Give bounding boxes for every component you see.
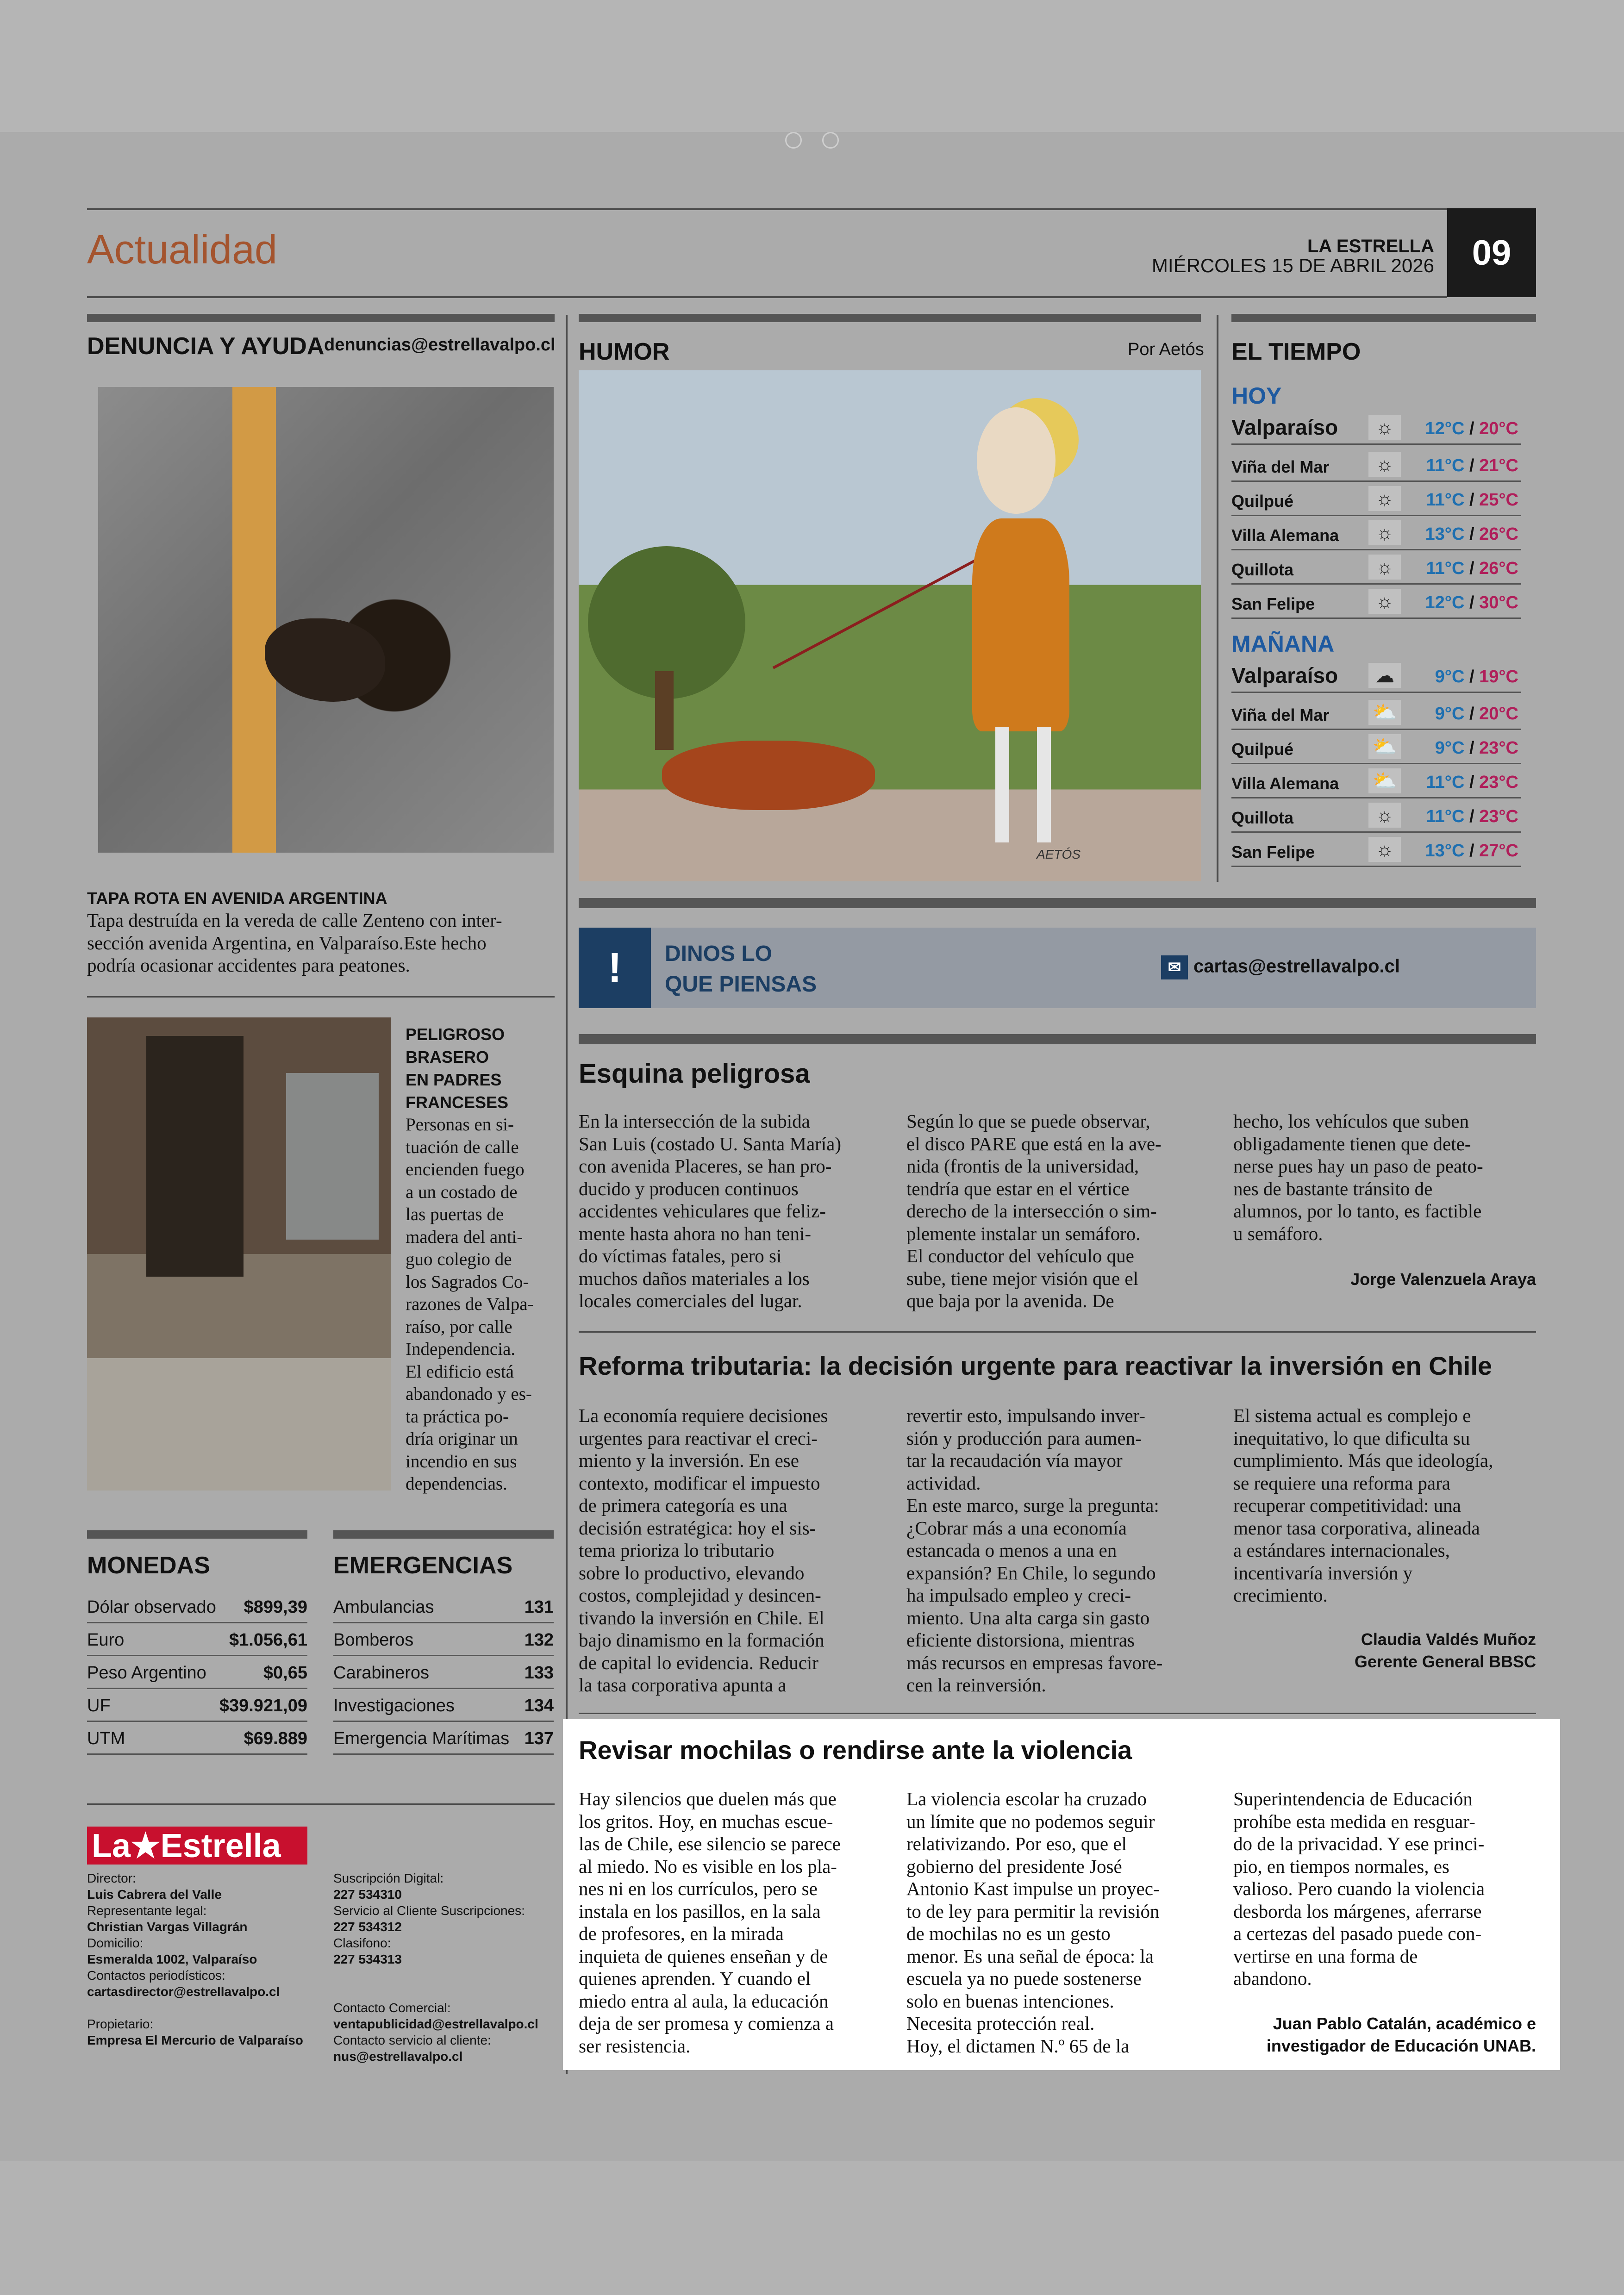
emergencias-top-bar [333, 1530, 554, 1539]
letter3-col2: La violencia escolar ha cruzado un límite que no podemos seguir relativizando. Por eso, que el gobierno del presidente José Antonio Kast impulse un proyec- to de ley para permitir la revisión de mochilas no es un gesto menor. Es una señal de época: la escuela ya no puede sostenerse solo en buenas intenciones. Necesita protección real. Hoy, el dictamen N.º 65 de la [906, 1788, 1160, 2057]
imprint-left: Director: Luis Cabrera del Valle Representante legal: Christian Vargas Villagrán Domicilio: Esmeralda 1002, Valparaíso Contactos periodísticos: cartasdirector@estrellavalpo.cl Propietario: Empresa El Mercurio de Valparaíso [87, 1871, 303, 2047]
monedas-value: $39.921,09 [219, 1696, 307, 1715]
city-name: Valparaíso [1231, 663, 1338, 687]
city-name: Viña del Mar [1231, 705, 1330, 724]
header-bottom-rule [87, 296, 1447, 298]
temperature-range: 11°C / 21°C [1426, 456, 1518, 475]
monedas-row [87, 1688, 307, 1722]
city-name: Valparaíso [1231, 415, 1338, 439]
temperature-range: 9°C / 19°C [1435, 667, 1518, 686]
page-number: 09 [1447, 208, 1536, 297]
sun-icon: ☼ [1368, 555, 1401, 580]
tomorrow-row [1231, 797, 1521, 833]
tomorrow-row [1231, 694, 1521, 730]
today-row [1231, 583, 1521, 619]
emergencias-label: Bomberos [333, 1630, 414, 1650]
tomorrow-row [1231, 831, 1521, 867]
masthead-name: LA ESTRELLA [1307, 236, 1434, 256]
opinion-title-2: QUE PIENSAS [665, 972, 817, 997]
partly-cloudy-icon: ⛅ [1368, 734, 1401, 759]
item1-body: Tapa destruída en la vereda de calle Zenteno con inter- sección avenida Argentina, en Valparaíso.Este hecho podría ocasionar accidentes para peatones. [87, 910, 502, 976]
monedas-value: $69.889 [244, 1729, 307, 1748]
weather-today-label: HOY [1231, 383, 1282, 409]
emergencias-value: 134 [524, 1696, 554, 1715]
prev-page-dot[interactable] [785, 132, 802, 149]
sun-icon: ☼ [1368, 520, 1401, 545]
viewer-bottom-band [0, 2161, 1624, 2295]
letter3-col1: Hay silencios que duelen más que los gritos. Hoy, en muchas escue- las de Chile, ese silencio se parece al miedo. No es visible en los pla- nes ni en los currículos, pero se instala en los pasillos, en la sala de profesores, en la mirada inquieta de quienes enseñan y de quienes aprenden. Y cuando el miedo entra al aula, la educación deja de ser promesa y comienza a ser resistencia. [579, 1788, 841, 2057]
sun-icon: ☼ [1368, 589, 1401, 614]
cartoon-signature: AETÓS [1037, 847, 1081, 861]
city-name: Quilpué [1231, 492, 1293, 511]
humor-author: Por Aetós [1128, 340, 1204, 359]
tomorrow-row [1231, 763, 1521, 798]
temperature-range: 11°C / 25°C [1426, 490, 1518, 510]
tomorrow-row [1231, 657, 1521, 693]
temperature-range: 9°C / 20°C [1435, 704, 1518, 723]
sun-icon: ☼ [1368, 803, 1401, 828]
city-name: Villa Alemana [1231, 774, 1339, 793]
monedas-value: $1.056,61 [229, 1630, 307, 1650]
monedas-row [87, 1655, 307, 1689]
sun-icon: ☼ [1368, 486, 1401, 511]
monedas-label: Peso Argentino [87, 1663, 206, 1683]
temperature-range: 9°C / 23°C [1435, 738, 1518, 758]
city-name: San Felipe [1231, 842, 1315, 861]
temperature-range: 13°C / 27°C [1425, 841, 1518, 861]
imprint-right: Suscripción Digital: 227 534310 Servicio al Cliente Suscripciones: 227 534312 Clasifono: 227 534313 Contacto Comercial: ventapublicidad@estrellavalpo.cl Contacto servicio al cliente: nus@estrellavalpo.cl [333, 1871, 538, 2064]
emergencias-value: 131 [524, 1597, 554, 1617]
letter3-col3: Superintendencia de Educación prohíbe esta medida en resguar- do de la privacidad. Y ese princi- pio, en tiempos normales, es valioso. Pero cuando la violencia desborda los márgenes, aferrarse a certezas del pasado puede con- vertirse en una forma de abandono. [1233, 1788, 1485, 1989]
emergencias-label: Carabineros [333, 1663, 429, 1683]
denuncia-top-bar [87, 314, 555, 322]
mail-icon: ✉ [1161, 955, 1188, 979]
city-name: San Felipe [1231, 594, 1315, 613]
header-top-rule [87, 208, 1447, 210]
letter1-author: Jorge Valenzuela Araya [1350, 1270, 1536, 1289]
letter1-col1: En la intersección de la subida San Luis (costado U. Santa María) con avenida Placeres, se han pro- ducido y producen continuos accidentes vehiculares que feliz- mente hasta ahora no han teni- do víctimas fatales, pero si muchos daños materiales a los locales comerciales del lugar. [579, 1110, 842, 1311]
city-name: Quillota [1231, 808, 1293, 827]
city-name: Viña del Mar [1231, 457, 1330, 476]
emergencias-row [333, 1590, 554, 1623]
city-name: Quilpué [1231, 740, 1293, 759]
emergencias-row [333, 1721, 554, 1755]
sun-icon: ☼ [1368, 837, 1401, 862]
la-estrella-logo: La★Estrella [87, 1827, 307, 1865]
letter2-title: Reforma tributaria: la decisión urgente para reactivar la inversión en Chile [579, 1351, 1493, 1380]
monedas-row [87, 1622, 307, 1656]
monedas-value: $0,65 [263, 1663, 307, 1683]
tomorrow-row [1231, 729, 1521, 764]
humor-top-bar [579, 314, 1201, 322]
emergencias-row [333, 1622, 554, 1656]
monedas-row [87, 1590, 307, 1623]
sun-icon: ☼ [1368, 452, 1401, 477]
temperature-range: 12°C / 30°C [1425, 593, 1518, 612]
temperature-range: 13°C / 26°C [1425, 524, 1518, 544]
letter2-col1: La economía requiere decisiones urgentes para reactivar el creci- miento y la inversión. En ese contexto, modificar el impuesto de primera categoría es una decisión estratégica: hoy el sis- tema prioriza lo tributario sobre lo productivo, elevando costos, complejidad y desincen- tivando la inversión en Chile. El bajo dinamismo en la formación de capital lo evidencia. Reducir la tasa corporativa apunta a [579, 1405, 828, 1696]
monedas-label: UTM [87, 1729, 125, 1748]
weather-tomorrow-label: MAÑANA [1231, 631, 1335, 657]
weather-title: EL TIEMPO [1231, 338, 1361, 365]
partly-cloudy-icon: ⛅ [1368, 768, 1401, 793]
letter2-author: Claudia Valdés Muñoz Gerente General BBSC [1354, 1630, 1536, 1671]
letter-separator-2 [579, 1713, 1536, 1714]
emergencias-label: Investigaciones [333, 1696, 455, 1715]
monedas-label: UF [87, 1696, 111, 1715]
letters-top-bar [579, 1034, 1536, 1044]
letter2-col2: revertir esto, impulsando inver- sión y producción para aumen- tar la recaudación vía mayor actividad. En este marco, surge la pregunta: ¿Cobrar más a una economía estancada o menos a una en expansión? En Chile, lo segundo ha impulsado empleo y creci- miento. Una alta carga sin gasto eficiente distorsiona, mientras más recursos en empresas favore- cen la reinversión. [906, 1405, 1163, 1696]
section-title: Actualidad [87, 226, 277, 272]
today-row [1231, 446, 1521, 482]
monedas-label: Dólar observado [87, 1597, 216, 1617]
letter1-col2: Según lo que se puede observar, el disco PARE que está en la ave- nida (frontis de la universidad, tendría que estar en el vértice derecho de la intersección o sim- plemente instalar un semáforo. El conductor del vehículo que sube, tiene mejor visión que el que baja por la avenida. De [906, 1110, 1162, 1311]
today-row [1231, 409, 1521, 445]
opinion-email[interactable]: cartas@estrellavalpo.cl [1193, 956, 1400, 977]
letter2-col3: El sistema actual es complejo e inequitativo, lo que dificulta su cumplimiento. Más que ideología, se requiere una reforma para recuperar competitividad: una menor tasa corporativa, alineada a estándares internacionales, incentivaría inversión y crecimiento. [1233, 1405, 1493, 1606]
next-page-dot[interactable] [822, 132, 839, 149]
viewer-top-band [0, 0, 1624, 133]
denuncia-email[interactable]: denuncias@estrellavalpo.cl [324, 335, 556, 355]
sun-icon: ☼ [1368, 415, 1401, 440]
temperature-range: 11°C / 26°C [1426, 559, 1518, 578]
monedas-title: MONEDAS [87, 1552, 210, 1579]
imprint-top-rule [87, 1803, 555, 1805]
emergencias-title: EMERGENCIAS [333, 1552, 513, 1579]
monedas-row [87, 1721, 307, 1755]
column-divider-right [1217, 315, 1218, 882]
temperature-range: 11°C / 23°C [1426, 807, 1518, 826]
cloud-icon: ☁ [1368, 663, 1401, 688]
emergencias-label: Ambulancias [333, 1597, 434, 1617]
broken-manhole-photo [98, 387, 554, 853]
temperature-range: 11°C / 23°C [1426, 773, 1518, 792]
letter1-col3: hecho, los vehículos que suben obligadamente tienen que dete- nerse pues hay un paso de peato- nes de bastante tránsito de alumnos, por lo tanto, es factible u semáforo. [1233, 1110, 1483, 1244]
opinion-banner [579, 928, 1536, 1008]
exclamation-icon: ! [579, 928, 651, 1008]
letter-separator-1 [579, 1331, 1536, 1333]
emergencias-row [333, 1655, 554, 1689]
emergencias-row [333, 1688, 554, 1722]
letter3-title: Revisar mochilas o rendirse ante la violencia [579, 1735, 1132, 1765]
emergencias-label: Emergencia Marítimas [333, 1729, 510, 1748]
monedas-value: $899,39 [244, 1597, 307, 1617]
humor-title: HUMOR [579, 338, 670, 365]
emergencias-value: 137 [524, 1729, 554, 1748]
opinion-top-bar [579, 898, 1536, 908]
monedas-label: Euro [87, 1630, 125, 1650]
item2-head: PELIGROSO BRASERO EN PADRES FRANCESES [406, 1025, 509, 1112]
city-name: Villa Alemana [1231, 526, 1339, 545]
emergencias-value: 133 [524, 1663, 554, 1683]
letter3-author: Juan Pablo Catalán, académico e investigador de Educación UNAB. [1266, 2014, 1536, 2055]
letter1-title: Esquina peligrosa [579, 1059, 810, 1089]
partly-cloudy-icon: ⛅ [1368, 700, 1401, 725]
monedas-top-bar [87, 1530, 307, 1539]
today-row [1231, 549, 1521, 585]
city-name: Quillota [1231, 560, 1293, 579]
masthead-date: MIÉRCOLES 15 DE ABRIL 2026 [1151, 255, 1434, 276]
item1-head: TAPA ROTA EN AVENIDA ARGENTINA [87, 889, 387, 908]
temperature-range: 12°C / 20°C [1425, 419, 1518, 438]
denuncia-title: DENUNCIA Y AYUDA [87, 333, 325, 360]
emergencias-value: 132 [524, 1630, 554, 1650]
today-row [1231, 515, 1521, 550]
weather-top-bar [1231, 314, 1536, 322]
item2-body: Personas en si- tuación de calle encienden fuego a un costado de las puertas de madera del anti- guo colegio de los Sagrados Co- razones de Valpa- raíso, por calle Independencia. El edificio está abandonado y es- ta práctica po- dría originar un incendio en sus dependencias. [406, 1115, 534, 1494]
opinion-title-1: DINOS LO [665, 942, 773, 966]
today-row [1231, 480, 1521, 516]
brasero-photo [87, 1017, 391, 1491]
item-separator [87, 996, 555, 998]
humor-cartoon [579, 370, 1201, 881]
